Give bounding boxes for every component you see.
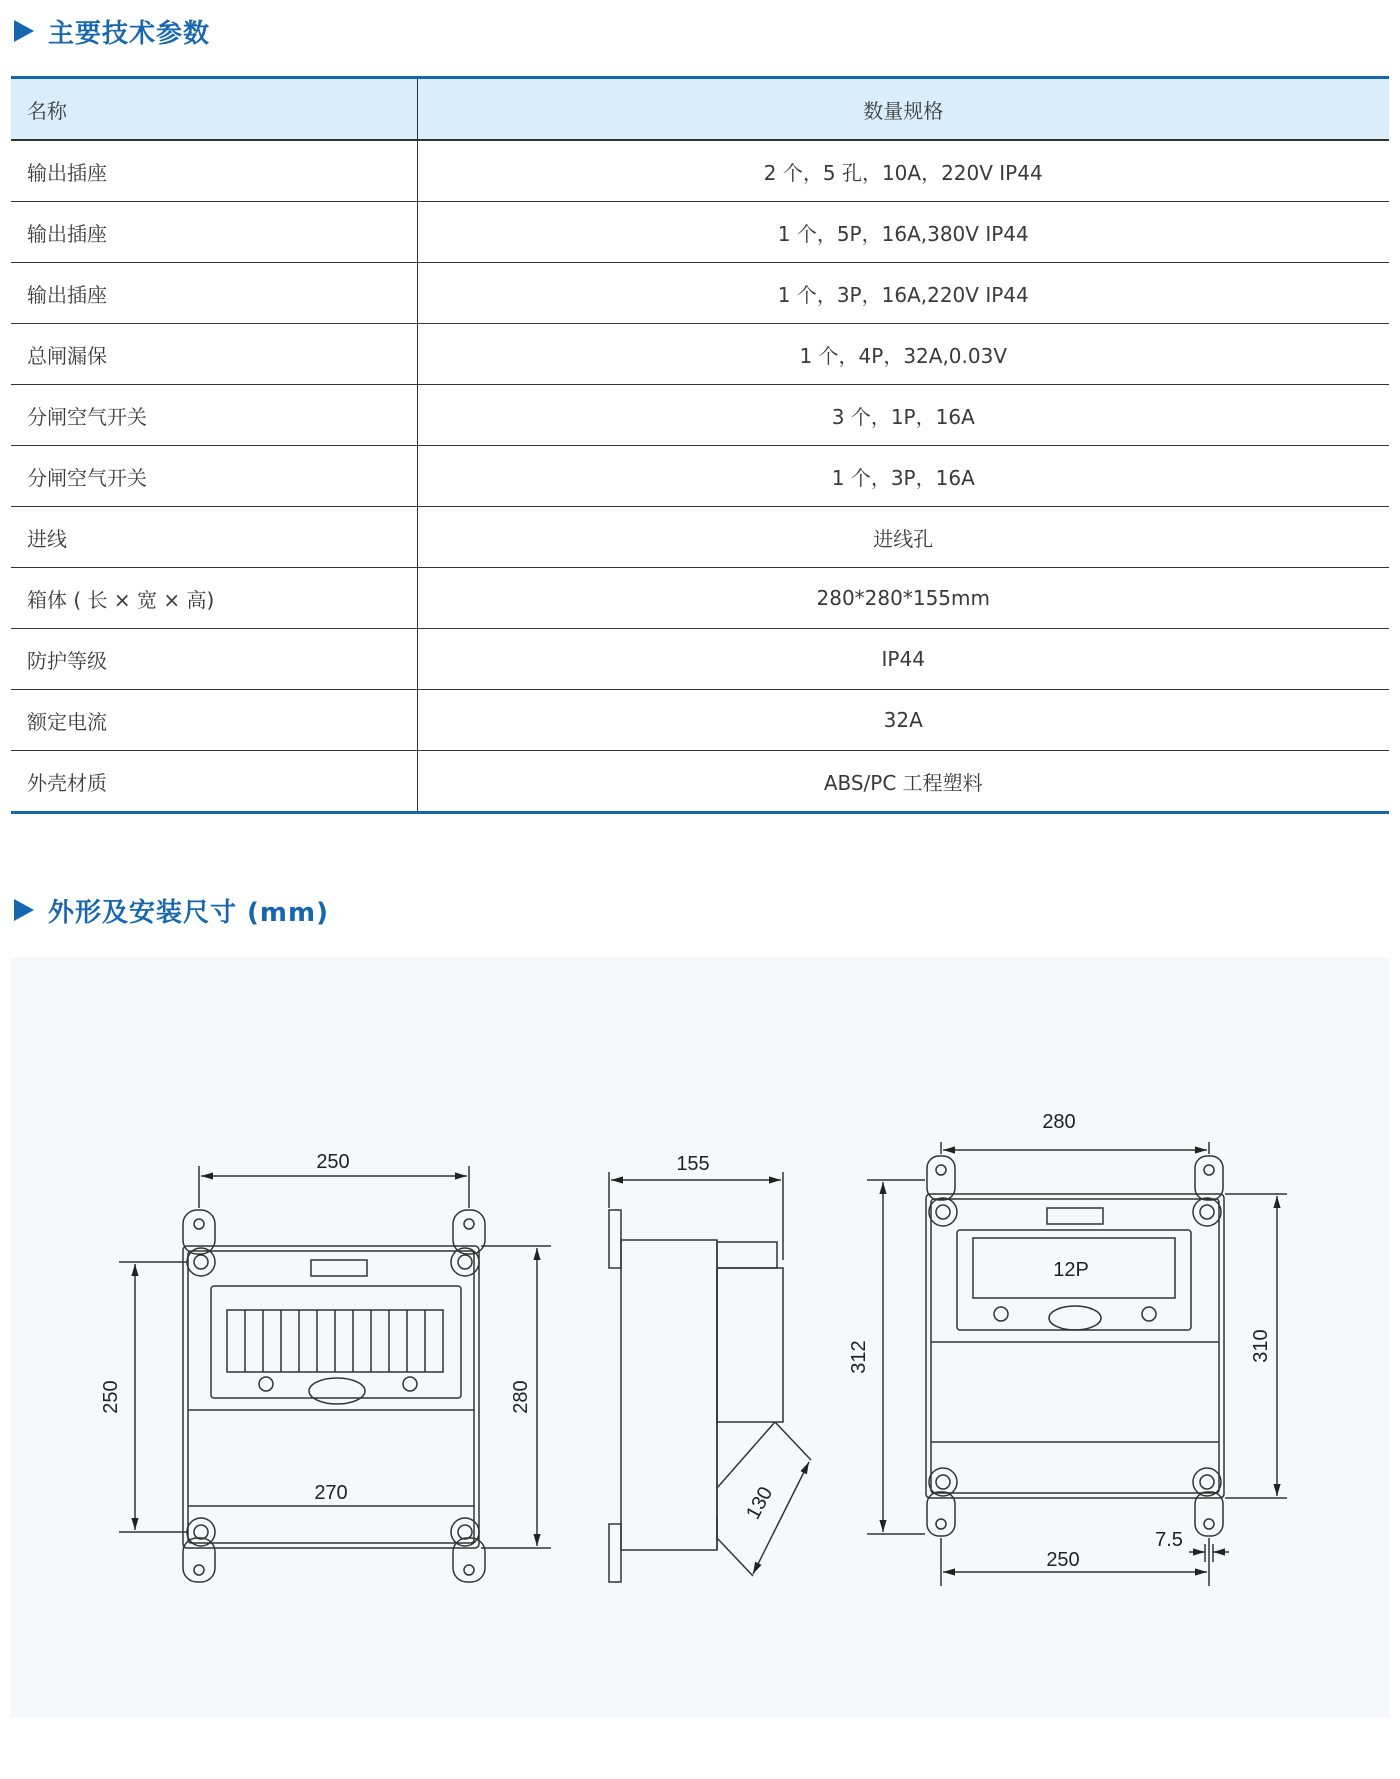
- row-name: 输出插座: [11, 263, 417, 324]
- table-row: [11, 507, 1389, 568]
- front-right-height-label: 280: [510, 1380, 532, 1414]
- dimension-drawing: [11, 958, 1389, 1718]
- back-top-width-label: 280: [1042, 1111, 1076, 1133]
- table-row: [11, 751, 1389, 813]
- back-left-height-label: 312: [848, 1340, 870, 1374]
- back-right-height-label: 310: [1250, 1329, 1272, 1363]
- row-name: 总闸漏保: [11, 324, 417, 385]
- table-row: [11, 690, 1389, 751]
- row-name: 分闸空气开关: [11, 385, 417, 446]
- row-spec: 进线孔: [417, 507, 1389, 568]
- row-name: 箱体 ( 长 × 宽 × 高): [11, 568, 417, 629]
- row-spec: 32A: [417, 690, 1389, 751]
- front-view: [183, 1210, 485, 1582]
- back-panel-label: 12P: [1053, 1259, 1089, 1281]
- back-hole-label: 7.5: [1155, 1529, 1183, 1551]
- triangle-bullet-icon: [14, 20, 34, 42]
- table-row: [11, 140, 1389, 202]
- table-row: [11, 446, 1389, 507]
- side-door-label: 130: [742, 1483, 778, 1524]
- row-spec: IP44: [417, 629, 1389, 690]
- row-spec: 1 个，4P，32A,0.03V: [417, 324, 1389, 385]
- dimension-drawing-panel: [11, 958, 1389, 1718]
- row-spec: ABS/PC 工程塑料: [417, 751, 1389, 813]
- row-name: 外壳材质: [11, 751, 417, 813]
- row-spec: 1 个，3P，16A: [417, 446, 1389, 507]
- table-row: [11, 263, 1389, 324]
- front-mid-width-label: 270: [314, 1482, 348, 1504]
- row-spec: 1 个，3P，16A,220V IP44: [417, 263, 1389, 324]
- row-spec: 1 个，5P，16A,380V IP44: [417, 202, 1389, 263]
- row-spec: 280*280*155mm: [417, 568, 1389, 629]
- section-title-text: 主要技术参数: [48, 18, 211, 49]
- section-title-params: [14, 13, 210, 49]
- spec-table: [11, 76, 1389, 814]
- front-left-height-label: 250: [100, 1380, 122, 1414]
- row-name: 防护等级: [11, 629, 417, 690]
- table-header-row: [11, 78, 1389, 141]
- row-name: 输出插座: [11, 140, 417, 202]
- table-row: [11, 629, 1389, 690]
- side-view: [609, 1210, 783, 1582]
- row-name: 额定电流: [11, 690, 417, 751]
- front-top-width-label: 250: [316, 1151, 350, 1173]
- row-name: 分闸空气开关: [11, 446, 417, 507]
- section-title-text: 外形及安装尺寸 (mm): [48, 897, 330, 928]
- table-row: [11, 385, 1389, 446]
- row-spec: 2 个，5 孔，10A，220V IP44: [417, 140, 1389, 202]
- header-name: 名称: [11, 78, 417, 141]
- back-view: [926, 1156, 1224, 1536]
- row-spec: 3 个，1P，16A: [417, 385, 1389, 446]
- triangle-bullet-icon: [14, 899, 34, 921]
- section-title-dims: [14, 892, 329, 928]
- row-name: 进线: [11, 507, 417, 568]
- header-spec: 数量规格: [417, 78, 1389, 141]
- table-row: [11, 202, 1389, 263]
- side-depth-label: 155: [676, 1153, 710, 1175]
- table-row: [11, 324, 1389, 385]
- row-name: 输出插座: [11, 202, 417, 263]
- back-bottom-width-label: 250: [1046, 1549, 1080, 1571]
- table-row: [11, 568, 1389, 629]
